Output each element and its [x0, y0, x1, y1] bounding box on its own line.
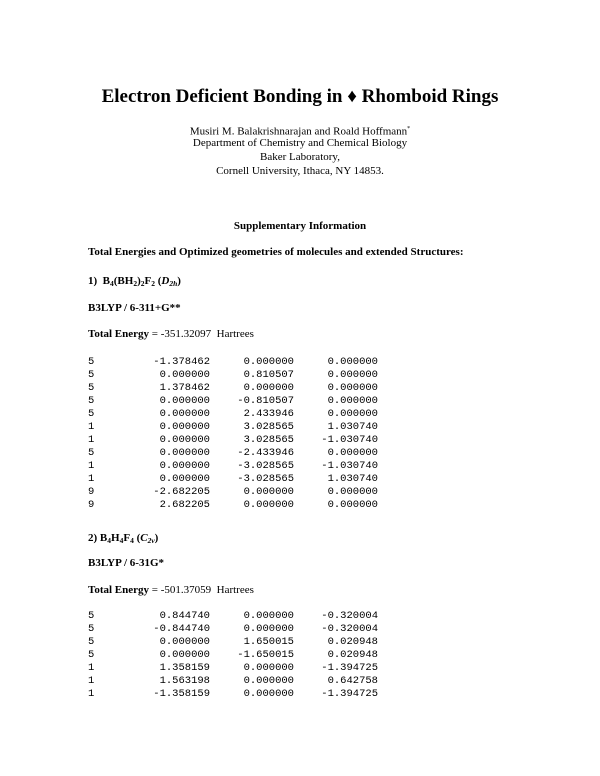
coordinate-cell: 0.000000: [159, 649, 210, 661]
atomic-number-cell: 5: [88, 369, 95, 381]
atom-row: [88, 434, 378, 447]
atomic-number-cell: 1: [88, 473, 95, 485]
coordinate-cell: 0.000000: [243, 623, 294, 635]
coordinate-cell: 0.000000: [159, 421, 210, 433]
coordinate-cell: -1.030740: [321, 434, 378, 446]
atom-row: [88, 447, 378, 460]
coordinate-cell: 0.810507: [243, 369, 294, 381]
energy-label: Total Energy: [88, 584, 150, 596]
atom-row: [88, 369, 378, 382]
energy-label: Total Energy: [88, 328, 150, 340]
coordinate-cell: 0.642758: [327, 675, 378, 687]
coordinate-cell: 0.000000: [327, 382, 378, 394]
coordinate-cell: 0.000000: [327, 369, 378, 381]
point-group: $C_{2v}$: [140, 532, 155, 545]
supplementary-heading: Supplementary Information: [233, 220, 367, 232]
atomic-number-cell: 5: [88, 623, 95, 635]
coordinate-cell: 1.030740: [327, 421, 378, 433]
atomic-number-cell: 9: [88, 499, 95, 511]
atom-row: [88, 675, 378, 688]
title-text-pre: Electron Deficient Bonding in: [101, 86, 348, 107]
paper-title: [0, 86, 600, 108]
author-names-text: Musiri M. Balakrishnarajan and Roald Hoffmann: [189, 125, 408, 138]
coordinate-cell: 0.000000: [327, 356, 378, 368]
molecule-2-method: B3LYP / 6-31G*: [88, 557, 164, 569]
atomic-number-cell: 1: [88, 434, 95, 446]
coordinate-cell: 0.000000: [159, 395, 210, 407]
atomic-number-cell: 1: [88, 662, 95, 674]
molecule-formula: $B_4H_4F_4$: [99, 532, 134, 545]
diamond-icon: ♦: [347, 86, 357, 107]
atomic-number-cell: 5: [88, 649, 95, 661]
coordinate-cell: 0.000000: [327, 395, 378, 407]
atom-row: [88, 486, 378, 499]
molecule-2-coordinates-table: [88, 610, 378, 701]
atom-row: [88, 395, 378, 408]
coordinate-cell: 0.000000: [243, 486, 294, 498]
affiliation-line: Department of Chemistry and Chemical Biology: [192, 137, 408, 149]
molecule-1-coordinates-table: [88, 356, 378, 512]
molecule-2-heading: 2) $B_4H_4F_4$ $(C_{2v})$: [88, 532, 159, 545]
coordinate-cell: 0.000000: [243, 356, 294, 368]
atom-row: [88, 610, 378, 623]
molecule-1-method: B3LYP / 6-311+G**: [88, 302, 181, 314]
coordinate-cell: -0.320004: [321, 623, 378, 635]
coordinate-cell: 0.000000: [327, 408, 378, 420]
coordinate-cell: 1.563198: [159, 675, 210, 687]
molecule-1-heading: 1) $B_4(BH_2)_2F_2$ $(D_{2h})$: [88, 275, 181, 288]
coordinate-cell: 0.000000: [327, 486, 378, 498]
atom-row: [88, 421, 378, 434]
coordinate-cell: 1.030740: [327, 473, 378, 485]
affiliation-line: Baker Laboratory,: [260, 151, 340, 163]
atom-row: [88, 408, 378, 421]
coordinate-cell: -1.030740: [321, 460, 378, 472]
atom-row: [88, 473, 378, 486]
atom-row: [88, 623, 378, 636]
coordinate-cell: 3.028565: [243, 421, 294, 433]
molecule-2-energy: [88, 584, 254, 596]
atom-row: [88, 636, 378, 649]
coordinate-cell: -2.433946: [237, 447, 294, 459]
atomic-number-cell: 5: [88, 382, 95, 394]
coordinate-cell: -1.650015: [237, 649, 294, 661]
energy-value: = -351.32097: [151, 328, 212, 340]
coordinate-cell: 0.020948: [327, 649, 378, 661]
section-heading: Total Energies and Optimized geometries of molecules and extended Structures:: [88, 246, 464, 258]
coordinate-cell: -3.028565: [237, 460, 294, 472]
coordinate-cell: 0.020948: [327, 636, 378, 648]
coordinate-cell: -2.682205: [153, 486, 210, 498]
atom-row: [88, 662, 378, 675]
title-text-post: Rhomboid Rings: [356, 86, 499, 107]
molecule-number: 2): [88, 532, 98, 544]
coordinate-cell: 0.844740: [159, 610, 210, 622]
coordinate-cell: 0.000000: [159, 473, 210, 485]
atomic-number-cell: 1: [88, 675, 95, 687]
energy-unit: Hartrees: [216, 584, 254, 596]
coordinate-cell: 1.378462: [159, 382, 210, 394]
atomic-number-cell: 5: [88, 610, 95, 622]
energy-unit: Hartrees: [216, 328, 254, 340]
atomic-number-cell: 1: [88, 460, 95, 472]
point-group: $D_{2h}$: [161, 275, 178, 288]
coordinate-cell: -0.844740: [153, 623, 210, 635]
coordinate-cell: -1.358159: [153, 688, 210, 700]
atom-row: [88, 382, 378, 395]
atom-row: [88, 649, 378, 662]
coordinate-cell: -1.378462: [153, 356, 210, 368]
coordinate-cell: 0.000000: [327, 447, 378, 459]
coordinate-cell: 3.028565: [243, 434, 294, 446]
coordinate-cell: -3.028565: [237, 473, 294, 485]
atomic-number-cell: 5: [88, 408, 95, 420]
coordinate-cell: -1.394725: [321, 662, 378, 674]
coordinate-cell: 0.000000: [243, 610, 294, 622]
atom-row: [88, 460, 378, 473]
atom-row: [88, 688, 378, 701]
molecule-formula: $B_4(BH_2)_2F_2$: [102, 275, 155, 288]
coordinate-cell: 2.682205: [159, 499, 210, 511]
affiliation-line: Cornell University, Ithaca, NY 14853.: [216, 165, 384, 177]
coordinate-cell: 0.000000: [159, 369, 210, 381]
coordinate-cell: 0.000000: [243, 688, 294, 700]
atomic-number-cell: 1: [88, 421, 95, 433]
coordinate-cell: 2.433946: [243, 408, 294, 420]
atom-row: [88, 356, 378, 369]
coordinate-cell: 1.358159: [159, 662, 210, 674]
atomic-number-cell: 5: [88, 447, 95, 459]
coordinate-cell: 0.000000: [243, 675, 294, 687]
coordinate-cell: 0.000000: [159, 447, 210, 459]
coordinate-cell: -0.320004: [321, 610, 378, 622]
energy-value: = -501.37059: [151, 584, 212, 596]
coordinate-cell: 0.000000: [243, 382, 294, 394]
atomic-number-cell: 9: [88, 486, 95, 498]
coordinate-cell: 0.000000: [159, 434, 210, 446]
coordinate-cell: -0.810507: [237, 395, 294, 407]
coordinate-cell: 0.000000: [243, 662, 294, 674]
coordinate-cell: 0.000000: [243, 499, 294, 511]
molecule-number: 1): [88, 275, 98, 287]
corresponding-author-mark: *: [407, 126, 411, 132]
molecule-1-energy: [88, 328, 254, 340]
atomic-number-cell: 1: [88, 688, 95, 700]
coordinate-cell: 0.000000: [327, 499, 378, 511]
atomic-number-cell: 5: [88, 395, 95, 407]
coordinate-cell: 0.000000: [159, 460, 210, 472]
atom-row: [88, 499, 378, 512]
coordinate-cell: 1.650015: [243, 636, 294, 648]
coordinate-cell: 0.000000: [159, 408, 210, 420]
atomic-number-cell: 5: [88, 356, 95, 368]
coordinate-cell: 0.000000: [159, 636, 210, 648]
atomic-number-cell: 5: [88, 636, 95, 648]
coordinate-cell: -1.394725: [321, 688, 378, 700]
